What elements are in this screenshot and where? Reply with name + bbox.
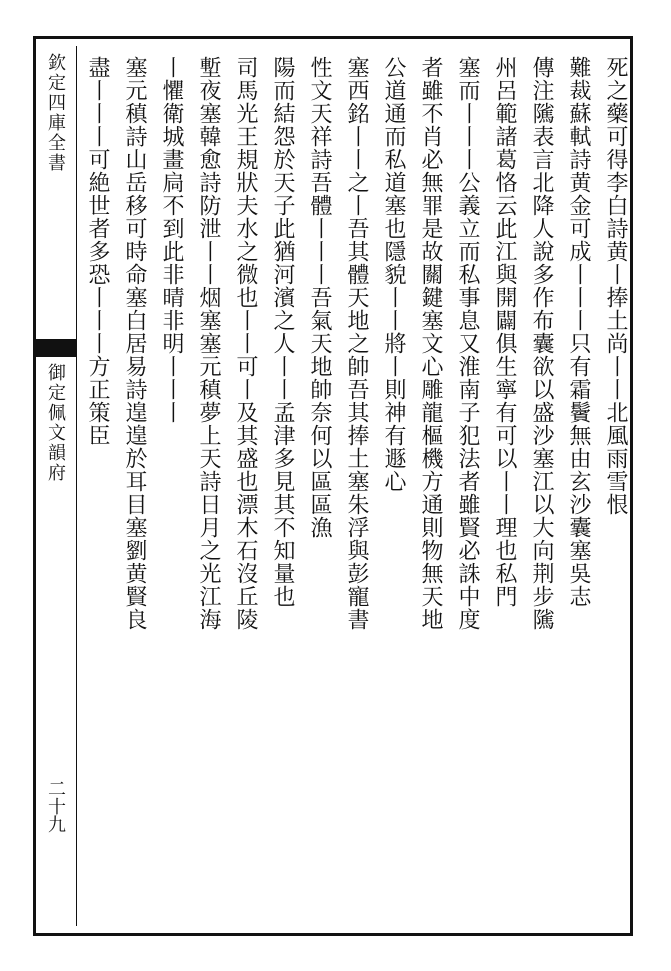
volume-title: 御定佩文韻府 xyxy=(45,363,66,483)
text-column: 性文天祥詩吾體丨丨丨吾氣天地帥奈何以區區漁 xyxy=(307,56,332,539)
text-column: 死之藥可得李白詩黄丨捧土尚丨丨北風雨雪恨 xyxy=(603,56,628,516)
page-number: 二十九 xyxy=(45,779,66,833)
fish-tail-mark xyxy=(36,339,76,357)
book-title: 欽定四庫全書 xyxy=(45,53,66,173)
text-column: 公道通而私道塞也隱貌丨丨將丨則神有遯心 xyxy=(381,56,406,493)
text-column: 塞元稹詩山岳移可時命塞白居易詩遑遑於耳目塞劉黄賢良 xyxy=(122,56,147,631)
text-column: 司馬光王規狀夫水之微也丨丨可丨及其盛也漂木石沒丘陵 xyxy=(233,56,258,631)
margin-strip xyxy=(36,39,76,939)
text-body xyxy=(76,46,632,926)
text-column: 州呂範諸葛恪云此江與開闢俱生寧有可以丨丨理也私門 xyxy=(492,56,517,608)
text-column: 者雖不肖必無罪是故關鍵塞文心雕龍樞機方通則物無天地 xyxy=(418,56,443,631)
text-column: 陽而結怨於天子此猶河濱之人丨丨孟津多見其不知量也 xyxy=(270,56,295,608)
text-column: 塞西銘丨丨之丨吾其體天地之帥吾其捧土塞朱浮與彭寵書 xyxy=(344,56,369,631)
text-column: 盡丨丨丨可絶世者多恐丨丨丨方正策臣 xyxy=(85,56,110,447)
text-column: 塞而丨丨丨公義立而私事息又淮南子犯法者雖賢必誅中度 xyxy=(455,56,480,631)
text-column: 難裁蘇軾詩黄金可成丨丨丨只有霜鬢無由玄沙囊塞吳志 xyxy=(566,56,591,608)
text-column: 傳注隲表言北降人說多作布囊欲以盛沙塞江以大向荆步隲 xyxy=(529,56,554,631)
text-column: 丨懼衛城畫扃不到此非晴非明丨丨丨 xyxy=(159,56,184,424)
text-column: 塹夜塞韓愈詩防泄丨丨烟塞塞元稹夢上天詩日月之光江海 xyxy=(196,56,221,631)
page-frame xyxy=(33,36,633,936)
